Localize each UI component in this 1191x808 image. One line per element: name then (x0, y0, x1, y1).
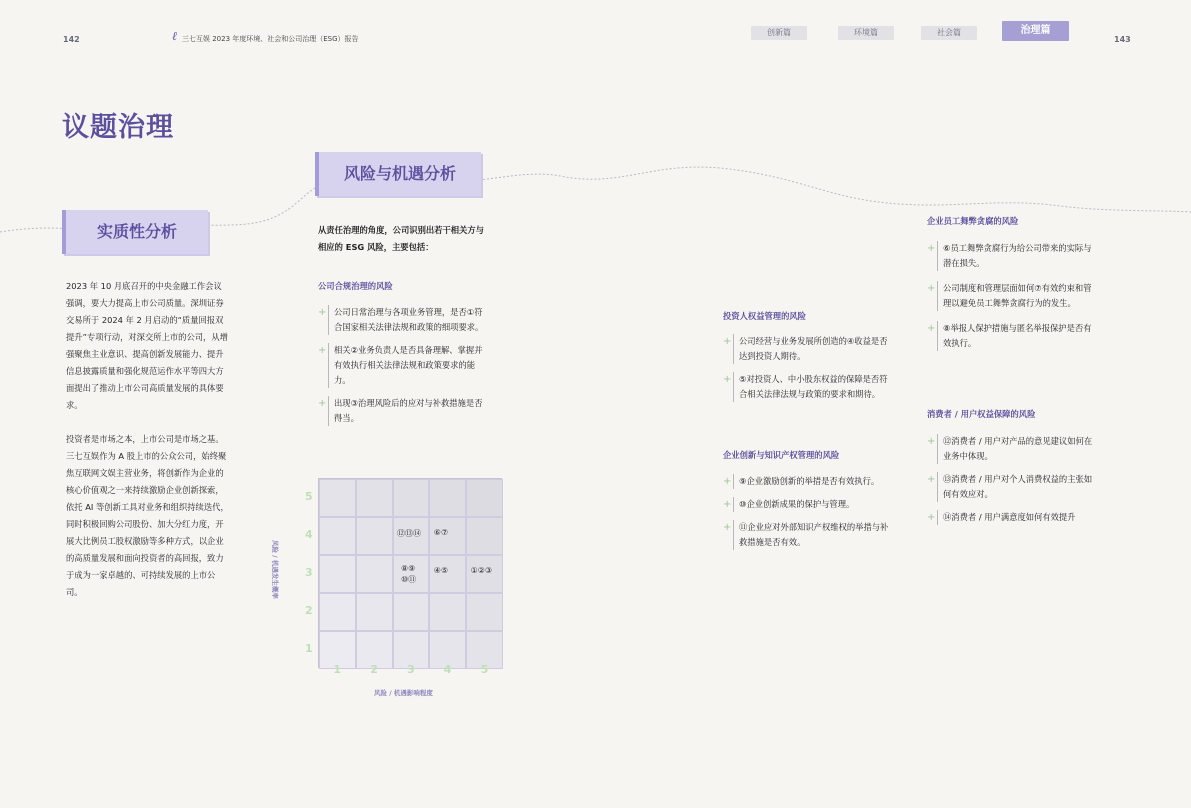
matrix-cell (466, 479, 503, 517)
matrix-y-tick: 2 (305, 604, 313, 617)
list-item (927, 510, 1097, 525)
list-item-text: ⑭消费者 / 用户满意度如何有效提升 (937, 510, 1076, 525)
matrix-cell (429, 479, 466, 517)
paragraph: 2023 年 10 月底召开的中央金融工作会议强调，要大力提高上市公司质量。深圳证券交易所于 2024 年 2 月启动的“质量回报双提升”专项行动，对深交所上市的公司，从增强聚焦主业意识、提高创新发展能力、提升信息披露质量和强化规范运作水平等四大方面提出了推动上市公司高质量发展的具体要求。 (66, 281, 228, 410)
logo-icon: ℓ (172, 29, 177, 43)
matrix-cell (356, 555, 393, 593)
matrix-cell (393, 593, 430, 631)
report-title: 三七互娱 2023 年度环境、社会和公司治理（ESG）报告 (182, 35, 359, 43)
plus-icon: + (927, 512, 936, 523)
list-item-text: 出现③治理风险后的应对与补救措施是否得当。 (328, 396, 486, 426)
matrix-y-tick: 5 (305, 490, 313, 503)
plus-icon: + (927, 283, 936, 294)
risk-group-compliance (318, 280, 486, 426)
page-number-right: 143 (1114, 35, 1131, 44)
plus-icon: + (723, 499, 732, 510)
matrix-y-title: 风险 / 机遇发生概率 (271, 540, 279, 599)
tab-environment[interactable]: 环境篇 (838, 26, 894, 40)
tab-social[interactable]: 社会篇 (921, 26, 977, 40)
matrix-point-label: ①②③ (470, 566, 493, 575)
matrix-x-tick: 4 (443, 663, 452, 676)
list-item-text: ⑨企业激励创新的举措是否有效执行。 (733, 474, 879, 489)
list-item-text: ⑫消费者 / 用户对产品的意见建议如何在业务中体现。 (937, 434, 1097, 464)
tab-innovation[interactable]: 创新篇 (751, 26, 807, 40)
matrix-cell (319, 555, 356, 593)
matrix-x-title: 风险 / 机遇影响程度 (374, 689, 433, 697)
banner-risk-opportunity: 风险与机遇分析 (315, 152, 481, 196)
risk-group-fraud (927, 215, 1097, 351)
matrix-x-tick: 5 (480, 663, 489, 676)
matrix-point-label: ⑩⑪ (401, 575, 417, 584)
plus-icon: + (723, 522, 732, 533)
matrix-cell (393, 479, 430, 517)
page-number-left: 142 (63, 35, 80, 44)
matrix-point-label: ⑧⑨ (401, 564, 416, 573)
risk-group-investor (723, 310, 893, 402)
matrix-x-tick: 3 (407, 663, 415, 676)
risk-group-consumer (927, 408, 1097, 525)
matrix-cell (466, 593, 503, 631)
list-item (723, 474, 893, 489)
list-item (318, 396, 486, 426)
list-item-text: ⑪企业应对外部知识产权维权的举措与补救措施是否有效。 (733, 520, 893, 550)
matrix-y-tick: 3 (305, 566, 313, 579)
matrix-y-tick: 4 (305, 528, 313, 541)
matrix-cell (466, 517, 503, 555)
matrix-cell (319, 593, 356, 631)
matrix-cell (319, 479, 356, 517)
list-item-text: ⑬消费者 / 用户对个人消费权益的主张如何有效应对。 (937, 472, 1097, 502)
matrix-point-label: ④⑤ (433, 566, 449, 575)
list-item (927, 241, 1097, 271)
plus-icon: + (927, 474, 936, 485)
list-item-text: ⑩企业创新成果的保护与管理。 (733, 497, 854, 512)
list-item-text: 公司日常治理与各项业务管理，是否①符合国家相关法律法规和政策的细项要求。 (328, 305, 486, 335)
plus-icon: + (723, 476, 732, 487)
list-item-text: 公司制度和管理层面如何⑦有效约束和管理以避免员工舞弊贪腐行为的发生。 (937, 281, 1097, 311)
matrix-cell (356, 479, 393, 517)
banner-materiality: 实质性分析 (62, 210, 208, 254)
matrix-x-tick: 1 (333, 663, 342, 676)
matrix-point-label: ⑥⑦ (433, 528, 449, 537)
plus-icon: + (723, 374, 732, 385)
plus-icon: + (927, 243, 936, 254)
intro-text: 从责任治理的角度，公司识别出若干相关方与相应的 ESG 风险，主要包括： (318, 225, 484, 252)
matrix-x-tick: 2 (370, 663, 378, 676)
risk-heading: 企业员工舞弊贪腐的风险 (927, 216, 1019, 226)
matrix-cell (429, 593, 466, 631)
matrix-cell (356, 593, 393, 631)
list-item (927, 472, 1097, 502)
risk-group-innovation (723, 449, 893, 550)
list-item (927, 434, 1097, 464)
list-item-text: 相关②业务负责人是否具备理解、掌握并有效执行相关法律法规和政策要求的能力。 (328, 343, 486, 388)
list-item-text: ⑥员工舞弊贪腐行为给公司带来的实际与潜在损失。 (937, 241, 1097, 271)
matrix-point-label: ⑫⑬⑭ (397, 529, 421, 538)
list-item (927, 321, 1097, 351)
plus-icon: + (927, 436, 936, 447)
page-title: 议题治理 (62, 112, 174, 143)
plus-icon: + (318, 345, 327, 356)
plus-icon: + (927, 323, 936, 334)
plus-icon: + (318, 398, 327, 409)
list-item (723, 520, 893, 550)
list-item (723, 334, 893, 364)
risk-heading: 消费者 / 用户权益保障的风险 (927, 409, 1036, 419)
tab-governance[interactable]: 治理篇 (1002, 21, 1069, 41)
risk-matrix (305, 478, 502, 676)
list-item-text: 公司经营与业务发展所创造的④收益是否达到投资人期待。 (733, 334, 893, 364)
risk-heading: 投资人权益管理的风险 (723, 311, 806, 321)
list-item (318, 343, 486, 388)
risk-heading: 企业创新与知识产权管理的风险 (723, 450, 840, 460)
list-item (318, 305, 486, 335)
matrix-y-tick: 1 (305, 642, 313, 655)
matrix-cell (319, 517, 356, 555)
list-item (927, 281, 1097, 311)
paragraph: 投资者是市场之本，上市公司是市场之基。三七互娱作为 A 股上市的公众公司，始终聚焦互联网文娱主营业务，将创新作为企业的核心价值观之一来持续激励企业创新探索，依托 AI 等创新工具对业务和组织持续迭代，同时积极回购公司股份、加大分红力度，开展大比例员工股权激励等多种方式，以企业的高质量发展和面向投资者的高回报，致力于成为一家卓越的、可持续发展的上市公司。 (66, 434, 229, 597)
matrix-cell (356, 517, 393, 555)
list-item-text: ⑧举报人保护措施与匿名举报保护是否有效执行。 (937, 321, 1097, 351)
plus-icon: + (723, 336, 732, 347)
left-column (66, 278, 229, 601)
list-item (723, 497, 893, 512)
list-item (723, 372, 893, 402)
list-item-text: ⑤对投资人、中小股东权益的保障是否符合相关法律法规与政策的要求和期待。 (733, 372, 893, 402)
risk-heading: 公司合规治理的风险 (318, 281, 393, 291)
plus-icon: + (318, 307, 327, 318)
